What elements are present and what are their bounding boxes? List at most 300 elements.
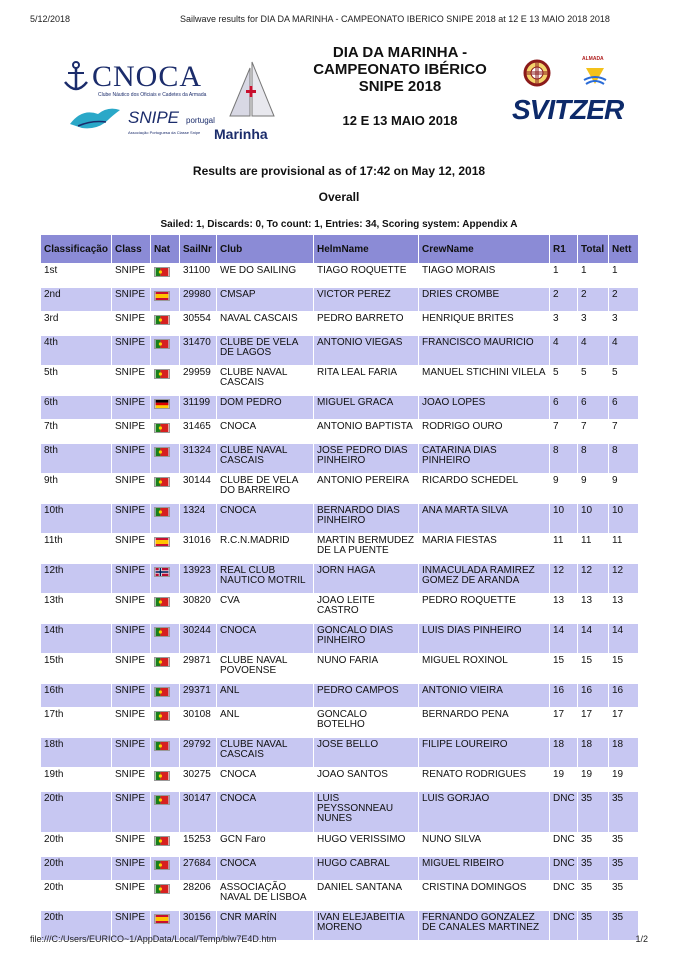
cell-class: SNIPE — [112, 564, 150, 593]
cell-class: SNIPE — [112, 594, 150, 623]
table-row — [41, 504, 638, 533]
cell-sail-number: 30554 — [180, 312, 216, 335]
almada-label: ALMADA — [582, 56, 604, 62]
table-row — [41, 366, 638, 395]
cell-nett: 18 — [609, 738, 638, 767]
marinha-wordmark: Marinha — [214, 126, 268, 142]
cell-class: SNIPE — [112, 911, 150, 940]
cell-class: SNIPE — [112, 420, 150, 443]
cell-position: 6th — [41, 396, 111, 419]
cell-nett: 13 — [609, 594, 638, 623]
cell-helm-name: NUNO FARIA — [314, 654, 418, 683]
table-row — [41, 833, 638, 856]
table-row — [41, 594, 638, 623]
cell-nett: 2 — [609, 288, 638, 311]
cell-sail-number: 30244 — [180, 624, 216, 653]
cell-crew-name: RICARDO SCHEDEL — [419, 474, 549, 503]
cell-class: SNIPE — [112, 474, 150, 503]
cell-crew-name: MIGUEL RIBEIRO — [419, 857, 549, 880]
event-title — [300, 44, 500, 95]
cell-sail-number: 31324 — [180, 444, 216, 473]
cell-club: CLUBE NAVAL CASCAIS — [217, 738, 313, 767]
cell-position: 5th — [41, 366, 111, 395]
cell-r1: 6 — [550, 396, 577, 419]
table-row — [41, 564, 638, 593]
cell-position: 12th — [41, 564, 111, 593]
cell-nat — [151, 396, 179, 419]
cell-helm-name: JOAO SANTOS — [314, 768, 418, 791]
print-date: 5/12/2018 — [30, 14, 71, 24]
cell-total: 16 — [578, 684, 608, 707]
cell-nett: 7 — [609, 420, 638, 443]
cell-club: CNOCA — [217, 768, 313, 791]
cell-crew-name: ANTONIO VIEIRA — [419, 684, 549, 707]
cell-r1: 17 — [550, 708, 577, 737]
flag-esp-icon — [154, 291, 170, 301]
table-row — [41, 708, 638, 737]
cell-crew-name: JOAO LOPES — [419, 396, 549, 419]
cell-total: 35 — [578, 911, 608, 940]
cell-nett: 35 — [609, 881, 638, 910]
cell-sail-number: 30147 — [180, 792, 216, 832]
cell-helm-name: TIAGO ROQUETTE — [314, 264, 418, 287]
table-row — [41, 420, 638, 443]
cell-nett: 11 — [609, 534, 638, 563]
cell-helm-name: MARTIN BERMUDEZ DE LA PUENTE — [314, 534, 418, 563]
scoring-summary: Sailed: 1, Discards: 0, To count: 1, Entries: 34, Scoring system: Appendix A — [160, 219, 518, 230]
cell-sail-number: 29792 — [180, 738, 216, 767]
cell-r1: 8 — [550, 444, 577, 473]
cell-class: SNIPE — [112, 624, 150, 653]
cell-r1: 13 — [550, 594, 577, 623]
flag-ger-icon — [154, 399, 170, 409]
header-sailnr: SailNr — [180, 235, 216, 263]
cell-sail-number: 28206 — [180, 881, 216, 910]
cell-sail-number: 31100 — [180, 264, 216, 287]
cell-position: 10th — [41, 504, 111, 533]
cell-total: 15 — [578, 654, 608, 683]
cell-nat — [151, 768, 179, 791]
table-row — [41, 396, 638, 419]
cell-helm-name: ANTONIO VIEGAS — [314, 336, 418, 365]
cell-crew-name: MANUEL STICHINI VILELA — [419, 366, 549, 395]
cell-sail-number: 31199 — [180, 396, 216, 419]
table-row — [41, 792, 638, 832]
cell-r1: 5 — [550, 366, 577, 395]
cell-class: SNIPE — [112, 366, 150, 395]
results-table — [40, 234, 639, 941]
cell-helm-name: ANTONIO PEREIRA — [314, 474, 418, 503]
flag-por-icon — [154, 836, 170, 846]
cell-r1: DNC — [550, 857, 577, 880]
table-row — [41, 624, 638, 653]
header-total: Total — [578, 235, 608, 263]
event-title-line3: SNIPE 2018 — [358, 78, 442, 95]
cell-total: 8 — [578, 444, 608, 473]
cell-nat — [151, 474, 179, 503]
cell-total: 1 — [578, 264, 608, 287]
cell-helm-name: IVAN ELEJABEITIA MORENO — [314, 911, 418, 940]
cell-nat — [151, 288, 179, 311]
cell-crew-name: BERNARDO PENA — [419, 708, 549, 737]
cell-nett: 9 — [609, 474, 638, 503]
cell-nett: 15 — [609, 654, 638, 683]
flag-por-icon — [154, 477, 170, 487]
cell-club: CVA — [217, 594, 313, 623]
cell-crew-name: FRANCISCO MAURICIO — [419, 336, 549, 365]
cell-helm-name: HUGO CABRAL — [314, 857, 418, 880]
event-title-line2: CAMPEONATO IBÉRICO — [313, 61, 487, 78]
cell-nett: 1 — [609, 264, 638, 287]
cell-nat — [151, 708, 179, 737]
cell-position: 20th — [41, 857, 111, 880]
flag-por-icon — [154, 884, 170, 894]
table-row — [41, 312, 638, 335]
cell-total: 5 — [578, 366, 608, 395]
cell-total: 7 — [578, 420, 608, 443]
cell-crew-name: LUIS DIAS PINHEIRO — [419, 624, 549, 653]
cell-r1: 4 — [550, 336, 577, 365]
cell-r1: 11 — [550, 534, 577, 563]
cell-position: 14th — [41, 624, 111, 653]
table-row — [41, 654, 638, 683]
cell-nat — [151, 336, 179, 365]
cell-crew-name: NUNO SILVA — [419, 833, 549, 856]
cell-helm-name: JOSE PEDRO DIAS PINHEIRO — [314, 444, 418, 473]
cell-r1: 2 — [550, 288, 577, 311]
cell-class: SNIPE — [112, 534, 150, 563]
cell-nett: 6 — [609, 396, 638, 419]
cell-crew-name: DRIES CROMBE — [419, 288, 549, 311]
table-row — [41, 336, 638, 365]
table-row — [41, 264, 638, 287]
cell-sail-number: 30275 — [180, 768, 216, 791]
cell-nat — [151, 420, 179, 443]
cell-class: SNIPE — [112, 312, 150, 335]
cell-helm-name: RITA LEAL FARIA — [314, 366, 418, 395]
cell-crew-name: INMACULADA RAMIREZ GOMEZ DE ARANDA — [419, 564, 549, 593]
cell-class: SNIPE — [112, 654, 150, 683]
cell-position: 18th — [41, 738, 111, 767]
cell-club: ANL — [217, 708, 313, 737]
cell-r1: 3 — [550, 312, 577, 335]
cell-total: 2 — [578, 288, 608, 311]
cell-position: 9th — [41, 474, 111, 503]
cell-class: SNIPE — [112, 881, 150, 910]
table-row — [41, 534, 638, 563]
cell-crew-name: FILIPE LOUREIRO — [419, 738, 549, 767]
cell-nett: 5 — [609, 366, 638, 395]
cell-nett: 19 — [609, 768, 638, 791]
cell-nat — [151, 264, 179, 287]
cell-nett: 14 — [609, 624, 638, 653]
cell-total: 13 — [578, 594, 608, 623]
cell-crew-name: CRISTINA DOMINGOS — [419, 881, 549, 910]
table-row — [41, 881, 638, 910]
header-helmname: HelmName — [314, 235, 418, 263]
cell-crew-name: RODRIGO OURO — [419, 420, 549, 443]
sponsor-logos-right — [512, 56, 622, 128]
event-dates: 12 E 13 MAIO 2018 — [342, 113, 458, 128]
cell-helm-name: BERNARDO DIAS PINHEIRO — [314, 504, 418, 533]
cell-total: 3 — [578, 312, 608, 335]
cell-helm-name: LUIS PEYSSONNEAU NUNES — [314, 792, 418, 832]
cell-sail-number: 30108 — [180, 708, 216, 737]
cell-crew-name: PEDRO ROQUETTE — [419, 594, 549, 623]
cell-class: SNIPE — [112, 708, 150, 737]
cell-total: 17 — [578, 708, 608, 737]
cell-nat — [151, 366, 179, 395]
cell-total: 11 — [578, 534, 608, 563]
snipe-wordmark: SNIPE — [128, 108, 180, 127]
cell-nett: 3 — [609, 312, 638, 335]
cell-position: 20th — [41, 911, 111, 940]
cell-nat — [151, 594, 179, 623]
cell-total: 14 — [578, 624, 608, 653]
flag-por-icon — [154, 711, 170, 721]
table-row — [41, 857, 638, 880]
footer-page-number: 1/2 — [635, 934, 648, 944]
flag-por-icon — [154, 339, 170, 349]
cell-sail-number: 27684 — [180, 857, 216, 880]
cell-sail-number: 30156 — [180, 911, 216, 940]
cell-nett: 16 — [609, 684, 638, 707]
header-classificacao: Classificação — [41, 235, 111, 263]
cell-helm-name: PEDRO CAMPOS — [314, 684, 418, 707]
sail-icon — [222, 60, 282, 126]
cell-club: CNR MARÍN — [217, 911, 313, 940]
cell-nett: 12 — [609, 564, 638, 593]
cell-sail-number: 30144 — [180, 474, 216, 503]
cnoca-subtitle: Clube Náutico dos Oficiais e Cadetes da Armada — [98, 92, 207, 98]
cell-class: SNIPE — [112, 684, 150, 707]
cell-r1: 12 — [550, 564, 577, 593]
cell-sail-number: 31465 — [180, 420, 216, 443]
cell-position: 16th — [41, 684, 111, 707]
cell-r1: 19 — [550, 768, 577, 791]
table-row — [41, 768, 638, 791]
flag-nor-icon — [154, 567, 170, 577]
cell-total: 35 — [578, 857, 608, 880]
cell-position: 1st — [41, 264, 111, 287]
cell-helm-name: GONCALO BOTELHO — [314, 708, 418, 737]
header-r1: R1 — [550, 235, 577, 263]
cell-r1: 9 — [550, 474, 577, 503]
cell-position: 15th — [41, 654, 111, 683]
cell-club: CLUBE NAVAL POVOENSE — [217, 654, 313, 683]
table-row — [41, 474, 638, 503]
cell-class: SNIPE — [112, 336, 150, 365]
table-row — [41, 288, 638, 311]
flag-por-icon — [154, 860, 170, 870]
cell-nat — [151, 857, 179, 880]
cell-class: SNIPE — [112, 504, 150, 533]
cell-sail-number: 31016 — [180, 534, 216, 563]
cell-r1: 1 — [550, 264, 577, 287]
cell-club: WE DO SAILING — [217, 264, 313, 287]
provisional-notice: Results are provisional as of 17:42 on May 12, 2018 — [192, 164, 486, 178]
flag-por-icon — [154, 771, 170, 781]
cell-helm-name: JORN HAGA — [314, 564, 418, 593]
cell-helm-name: MIGUEL GRACA — [314, 396, 418, 419]
snipe-portugal-label: portugal — [186, 116, 215, 125]
flag-por-icon — [154, 315, 170, 325]
cell-position: 17th — [41, 708, 111, 737]
cell-sail-number: 13923 — [180, 564, 216, 593]
flag-por-icon — [154, 627, 170, 637]
naval-emblem-icon — [522, 58, 552, 88]
cell-r1: 15 — [550, 654, 577, 683]
cell-r1: DNC — [550, 911, 577, 940]
cell-position: 20th — [41, 833, 111, 856]
cell-crew-name: TIAGO MORAIS — [419, 264, 549, 287]
cell-position: 13th — [41, 594, 111, 623]
cell-position: 3rd — [41, 312, 111, 335]
cell-nett: 35 — [609, 833, 638, 856]
flag-por-icon — [154, 267, 170, 277]
cell-position: 7th — [41, 420, 111, 443]
snipe-portugal-logo — [68, 104, 218, 138]
cell-club: ASSOCIAÇÃO NAVAL DE LISBOA — [217, 881, 313, 910]
cell-total: 4 — [578, 336, 608, 365]
cell-helm-name: PEDRO BARRETO — [314, 312, 418, 335]
cell-helm-name: GONCALO DIAS PINHEIRO — [314, 624, 418, 653]
cell-nat — [151, 624, 179, 653]
cell-sail-number: 30820 — [180, 594, 216, 623]
cell-nat — [151, 654, 179, 683]
cell-crew-name: CATARINA DIAS PINHEIRO — [419, 444, 549, 473]
flag-esp-icon — [154, 914, 170, 924]
cell-class: SNIPE — [112, 792, 150, 832]
cell-r1: 10 — [550, 504, 577, 533]
sponsor-logos-left — [62, 50, 292, 150]
snipe-subtitle: Associação Portuguesa da Classe Snipe — [128, 130, 201, 135]
marinha-logo — [212, 60, 292, 142]
cell-r1: DNC — [550, 881, 577, 910]
cell-sail-number: 29959 — [180, 366, 216, 395]
anchor-icon — [62, 60, 90, 94]
flag-esp-icon — [154, 537, 170, 547]
cell-position: 2nd — [41, 288, 111, 311]
cell-class: SNIPE — [112, 288, 150, 311]
cell-r1: 14 — [550, 624, 577, 653]
cell-club: CNOCA — [217, 792, 313, 832]
cell-sail-number: 31470 — [180, 336, 216, 365]
cell-nat — [151, 833, 179, 856]
cell-helm-name: DANIEL SANTANA — [314, 881, 418, 910]
cell-position: 8th — [41, 444, 111, 473]
cell-club: CLUBE DE VELA DO BARREIRO — [217, 474, 313, 503]
cell-nat — [151, 444, 179, 473]
cell-nat — [151, 738, 179, 767]
table-row — [41, 684, 638, 707]
cell-position: 11th — [41, 534, 111, 563]
cell-crew-name: MIGUEL ROXINOL — [419, 654, 549, 683]
cell-nat — [151, 792, 179, 832]
flag-por-icon — [154, 597, 170, 607]
cell-club: R.C.N.MADRID — [217, 534, 313, 563]
cell-sail-number: 1324 — [180, 504, 216, 533]
footer-file-path: file:///C:/Users/EURICO~1/AppData/Local/Temp/blw7E4D.htm — [30, 934, 277, 944]
cell-sail-number: 29871 — [180, 654, 216, 683]
cell-class: SNIPE — [112, 857, 150, 880]
cnoca-logo — [62, 56, 222, 100]
table-row — [41, 738, 638, 767]
flag-por-icon — [154, 741, 170, 751]
cell-r1: 18 — [550, 738, 577, 767]
cell-crew-name: LUIS GORJAO — [419, 792, 549, 832]
cell-nat — [151, 312, 179, 335]
table-row — [41, 444, 638, 473]
cell-r1: DNC — [550, 833, 577, 856]
cell-nat — [151, 534, 179, 563]
cell-helm-name: VICTOR PEREZ — [314, 288, 418, 311]
almada-emblem-icon — [580, 58, 610, 88]
cell-club: CNOCA — [217, 857, 313, 880]
cell-total: 35 — [578, 792, 608, 832]
cell-total: 35 — [578, 881, 608, 910]
cell-crew-name: ANA MARTA SILVA — [419, 504, 549, 533]
header-class: Class — [112, 235, 150, 263]
cell-crew-name: FERNANDO GONZALEZ DE CANALES MARTINEZ — [419, 911, 549, 940]
cell-helm-name: ANTONIO BAPTISTA — [314, 420, 418, 443]
header-club: Club — [217, 235, 313, 263]
cell-club: CLUBE DE VELA DE LAGOS — [217, 336, 313, 365]
flag-por-icon — [154, 795, 170, 805]
cell-crew-name: RENATO RODRIGUES — [419, 768, 549, 791]
cell-position: 20th — [41, 792, 111, 832]
header-nett: Nett — [609, 235, 638, 263]
cell-club: GCN Faro — [217, 833, 313, 856]
cell-class: SNIPE — [112, 768, 150, 791]
cell-class: SNIPE — [112, 396, 150, 419]
cell-club: CLUBE NAVAL CASCAIS — [217, 444, 313, 473]
cell-nett: 10 — [609, 504, 638, 533]
cell-nett: 8 — [609, 444, 638, 473]
cell-total: 12 — [578, 564, 608, 593]
cell-total: 19 — [578, 768, 608, 791]
cell-position: 20th — [41, 881, 111, 910]
flag-por-icon — [154, 447, 170, 457]
cell-nett: 35 — [609, 911, 638, 940]
cell-nat — [151, 564, 179, 593]
cell-nat — [151, 684, 179, 707]
cell-total: 6 — [578, 396, 608, 419]
header-nat: Nat — [151, 235, 179, 263]
flag-por-icon — [154, 423, 170, 433]
cell-sail-number: 15253 — [180, 833, 216, 856]
table-header-row — [41, 235, 638, 263]
cell-position: 19th — [41, 768, 111, 791]
header-crewname: CrewName — [419, 235, 549, 263]
cell-club: CLUBE NAVAL CASCAIS — [217, 366, 313, 395]
cell-total: 35 — [578, 833, 608, 856]
cell-class: SNIPE — [112, 264, 150, 287]
cell-helm-name: HUGO VERISSIMO — [314, 833, 418, 856]
cell-nett: 35 — [609, 857, 638, 880]
cell-r1: 16 — [550, 684, 577, 707]
cell-club: CMSAP — [217, 288, 313, 311]
cell-helm-name: JOSE BELLO — [314, 738, 418, 767]
cell-class: SNIPE — [112, 444, 150, 473]
cell-nett: 4 — [609, 336, 638, 365]
cell-helm-name: JOAO LEITE CASTRO — [314, 594, 418, 623]
cell-crew-name: HENRIQUE BRITES — [419, 312, 549, 335]
cell-club: CNOCA — [217, 624, 313, 653]
flag-por-icon — [154, 687, 170, 697]
cell-class: SNIPE — [112, 738, 150, 767]
cell-total: 9 — [578, 474, 608, 503]
